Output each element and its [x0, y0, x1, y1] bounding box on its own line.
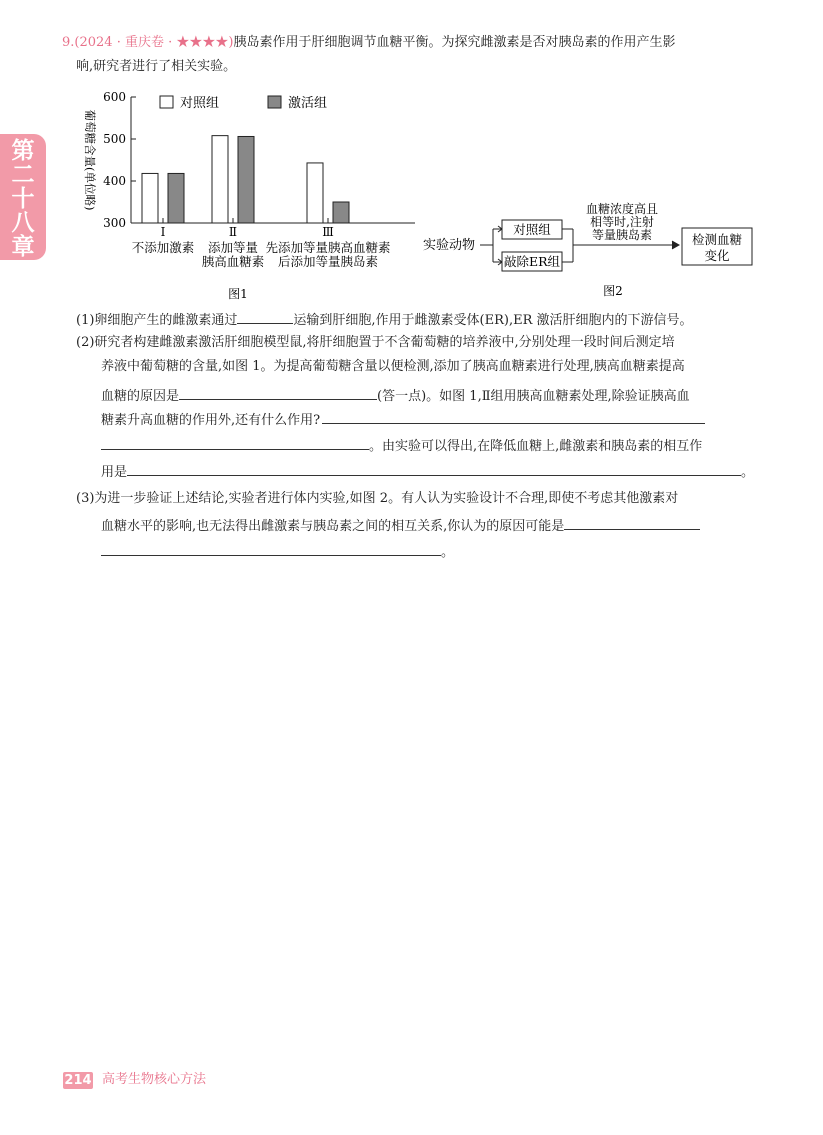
result-line2: 变化 [704, 248, 730, 263]
question-source: (2024 · 重庆卷 · ★★★★) [74, 35, 234, 50]
answer-blank[interactable] [101, 435, 369, 450]
control-box-label: 对照组 [513, 222, 551, 237]
answer-blank[interactable] [564, 515, 700, 530]
part2-line6 [101, 461, 754, 483]
chapter-tab-char: 八 [11, 210, 35, 236]
chapter-tab-char: 第 [11, 138, 35, 164]
category-description: 后添加等量胰岛素 [277, 254, 379, 269]
legend-label-activated: 激活组 [288, 96, 328, 111]
figure2-caption: 图2 [603, 284, 623, 298]
part3-line3 [101, 541, 454, 563]
y-axis-label: 葡萄糖含量(单位略) [83, 109, 97, 211]
book-title: 高考生物核心方法 [102, 1072, 207, 1087]
part2-line5 [101, 435, 702, 457]
chapter-tab [0, 134, 46, 260]
part2-text: 血糖的原因是 [101, 389, 180, 404]
part2-line3 [101, 385, 690, 407]
result-line1: 检测血糖 [691, 232, 743, 247]
question-stem-line1 [62, 33, 675, 53]
category-description: 添加等量 [207, 240, 259, 255]
answer-blank[interactable] [127, 461, 741, 476]
chapter-tab-char: 二 [11, 162, 35, 188]
part3-line2 [101, 515, 700, 537]
legend-swatch-control [160, 96, 173, 108]
bar-control [212, 136, 228, 223]
answer-blank[interactable] [237, 309, 293, 324]
category-label: Ⅱ [228, 225, 238, 239]
part3-text: 。 [441, 545, 455, 560]
category-description: 不添加激素 [131, 240, 195, 255]
part1-text-b: 运输到肝细胞,作用于雌激素受体(ER),ER 激活肝细胞内的下游信号。 [293, 313, 693, 328]
bar-activated [168, 173, 184, 223]
part1-line [76, 309, 693, 331]
legend-swatch-activated [268, 96, 281, 108]
part2-text: (答一点)。如图 1,Ⅱ组用胰高血糖素处理,除验证胰高血 [377, 389, 690, 404]
answer-blank[interactable] [179, 385, 377, 400]
condition-line2: 相等时,注射 [590, 215, 654, 229]
y-tick-label: 600 [103, 90, 126, 104]
part2-text: 糖素升高血糖的作用外,还有什么作用? [101, 413, 321, 428]
figure1-chart [60, 82, 430, 307]
bar-control [142, 173, 158, 223]
legend-label-control: 对照组 [180, 96, 220, 111]
part3-line1: (3)为进一步验证上述结论,实验者进行体内实验,如图 2。有人认为实验设计不合理,即使不考虑其他激素对 [76, 491, 679, 506]
part2-text: 。由实验可以得出,在降低血糖上,雌激素和胰岛素的相互作 [369, 439, 703, 454]
page-number: 214 [64, 1073, 92, 1088]
part2-line2: 养液中葡萄糖的含量,如图 1。为提高葡萄糖含量以便检测,添加了胰高血糖素进行处理,胰高血糖素提高 [101, 359, 685, 374]
part2-line4 [101, 409, 705, 431]
answer-blank[interactable] [101, 541, 441, 556]
condition-line3: 等量胰岛素 [591, 228, 653, 242]
part3-text: 血糖水平的影响,也无法得出雌激素与胰岛素之间的相互关系,你认为的原因可能是 [101, 519, 565, 534]
y-tick-label: 500 [103, 132, 126, 146]
category-label: Ⅲ [322, 225, 334, 239]
category-label: Ⅰ [160, 225, 166, 239]
figure1-caption: 图1 [228, 287, 248, 301]
part2-text: 。 [741, 465, 755, 480]
y-tick-label: 300 [103, 216, 126, 230]
question-stem-line2: 响,研究者进行了相关实验。 [76, 59, 237, 74]
knockout-box-label: 敲除ER组 [503, 254, 561, 269]
condition-line1: 血糖浓度高且 [585, 202, 659, 216]
bar-activated [238, 136, 254, 223]
answer-blank[interactable] [322, 409, 705, 424]
bar-control [307, 163, 323, 223]
chapter-tab-char: 章 [11, 234, 35, 260]
category-description: 先添加等量胰高血糖素 [265, 240, 391, 255]
category-description: 胰高血糖素 [201, 254, 265, 269]
question-stem-text: 胰岛素作用于肝细胞调节血糖平衡。为探究雌激素是否对胰岛素的作用产生影 [233, 35, 676, 50]
part1-text-a: (1)卵细胞产生的雌激素通过 [76, 313, 238, 328]
question-number: 9. [62, 35, 75, 50]
figure2-diagram [420, 200, 760, 305]
y-tick-label: 400 [103, 174, 126, 188]
bar-activated [333, 202, 349, 223]
animal-label: 实验动物 [423, 238, 476, 253]
chapter-tab-char: 十 [11, 186, 35, 212]
part2-line1: (2)研究者构建雌激素激活肝细胞模型鼠,将肝细胞置于不含葡萄糖的培养液中,分别处理一段时间后测定培 [76, 335, 675, 350]
arrowhead [672, 241, 679, 249]
part2-text: 用是 [101, 465, 128, 480]
